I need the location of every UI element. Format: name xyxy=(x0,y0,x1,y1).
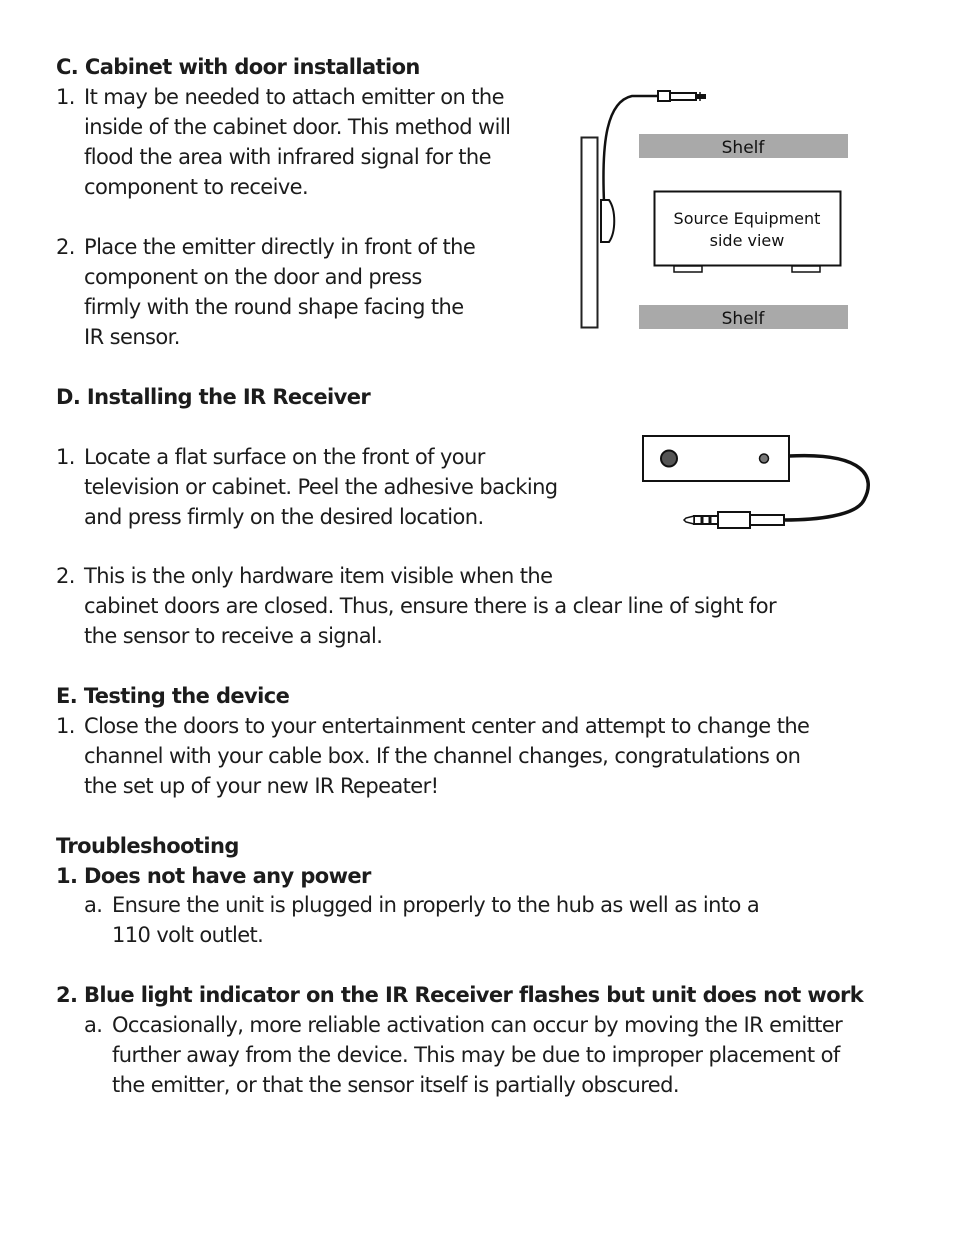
section-e-item-1 xyxy=(56,711,809,801)
text-line: firmly with the round shape facing the xyxy=(84,295,464,319)
shelf-top-label: Shelf xyxy=(721,138,765,158)
section-c-heading: C. Cabinet with door installation xyxy=(56,55,420,79)
solution-letter: a. xyxy=(84,893,103,917)
problem-2-solution xyxy=(84,1010,842,1100)
jack-body xyxy=(750,515,784,525)
item-text xyxy=(84,711,809,801)
jack-tip xyxy=(684,516,694,524)
item-number: 1. xyxy=(56,85,75,109)
text-line: television or cabinet. Peel the adhesive backing xyxy=(84,475,558,499)
text-line: Place the emitter directly in front of the xyxy=(84,235,476,259)
equipment-label-line2: side view xyxy=(709,231,785,250)
item-text xyxy=(84,82,510,202)
jack-plug xyxy=(694,516,718,524)
item-number: 2. xyxy=(56,235,75,259)
section-e-heading: E. Testing the device xyxy=(56,684,290,708)
text-line: the sensor to receive a signal. xyxy=(84,624,383,648)
ir-receiver-diagram xyxy=(636,430,876,534)
problem-2-title xyxy=(56,980,863,1010)
source-equipment-box xyxy=(655,192,841,266)
section-d-heading: D. Installing the IR Receiver xyxy=(56,385,371,409)
text-line: This is the only hardware item visible when the xyxy=(84,564,553,588)
problem-number: 2. xyxy=(56,983,78,1007)
text-line: and press firmly on the desired location. xyxy=(84,505,484,529)
troubleshooting-heading: Troubleshooting xyxy=(56,834,239,858)
ir-sensor-icon xyxy=(661,451,677,467)
section-d-item-2 xyxy=(56,561,776,651)
item-number: 1. xyxy=(56,445,75,469)
equipment-foot-right xyxy=(792,266,820,272)
problem-1-solution xyxy=(84,890,759,950)
text-line: Occasionally, more reliable activation can occur by moving the IR emitter xyxy=(112,1013,843,1037)
plug-sleeve xyxy=(658,91,670,101)
text-line: 110 volt outlet. xyxy=(112,923,264,947)
problem-title: Blue light indicator on the IR Receiver flashes but unit does not work xyxy=(84,983,864,1007)
text-line: cabinet doors are closed. Thus, ensure there is a clear line of sight for xyxy=(84,594,776,618)
receiver-cable xyxy=(784,456,868,520)
item-text xyxy=(84,442,558,532)
item-text xyxy=(84,561,776,651)
solution-letter: a. xyxy=(84,1013,103,1037)
jack-sleeve xyxy=(718,512,750,528)
plug-body xyxy=(670,93,696,100)
problem-title: Does not have any power xyxy=(84,864,371,888)
shelf-bottom-label: Shelf xyxy=(721,309,765,329)
item-number: 1. xyxy=(56,714,75,738)
solution-text xyxy=(112,1010,842,1100)
indicator-light-icon xyxy=(760,454,769,463)
item-number: 2. xyxy=(56,564,75,588)
problem-number: 1. xyxy=(56,864,78,888)
plug-tip xyxy=(696,94,706,99)
item-text xyxy=(84,232,475,352)
text-line: It may be needed to attach emitter on the xyxy=(84,85,504,109)
equipment-label-line1: Source Equipment xyxy=(673,209,821,228)
text-line: channel with your cable box. If the channel changes, congratulations on xyxy=(84,744,801,768)
problem-1-title xyxy=(56,861,371,891)
emitter-icon xyxy=(601,200,614,242)
text-line: IR sensor. xyxy=(84,325,180,349)
text-line: component on the door and press xyxy=(84,265,422,289)
section-d-item-1 xyxy=(56,442,558,532)
text-line: the set up of your new IR Repeater! xyxy=(84,774,439,798)
text-line: Locate a flat surface on the front of your xyxy=(84,445,485,469)
text-line: inside of the cabinet door. This method will xyxy=(84,115,511,139)
equipment-foot-left xyxy=(674,266,702,272)
text-line: further away from the device. This may be due to improper placement of xyxy=(112,1043,840,1067)
text-line: the emitter, or that the sensor itself is partially obscured. xyxy=(112,1073,679,1097)
text-line: component to receive. xyxy=(84,175,309,199)
text-line: Ensure the unit is plugged in properly to the hub as well as into a xyxy=(112,893,760,917)
section-c-item-2 xyxy=(56,232,475,352)
text-line: flood the area with infrared signal for the xyxy=(84,145,491,169)
cabinet-door xyxy=(582,138,598,328)
section-c-item-1 xyxy=(56,82,510,202)
solution-text xyxy=(112,890,759,950)
cabinet-door-diagram xyxy=(574,82,888,338)
text-line: Close the doors to your entertainment center and attempt to change the xyxy=(84,714,810,738)
